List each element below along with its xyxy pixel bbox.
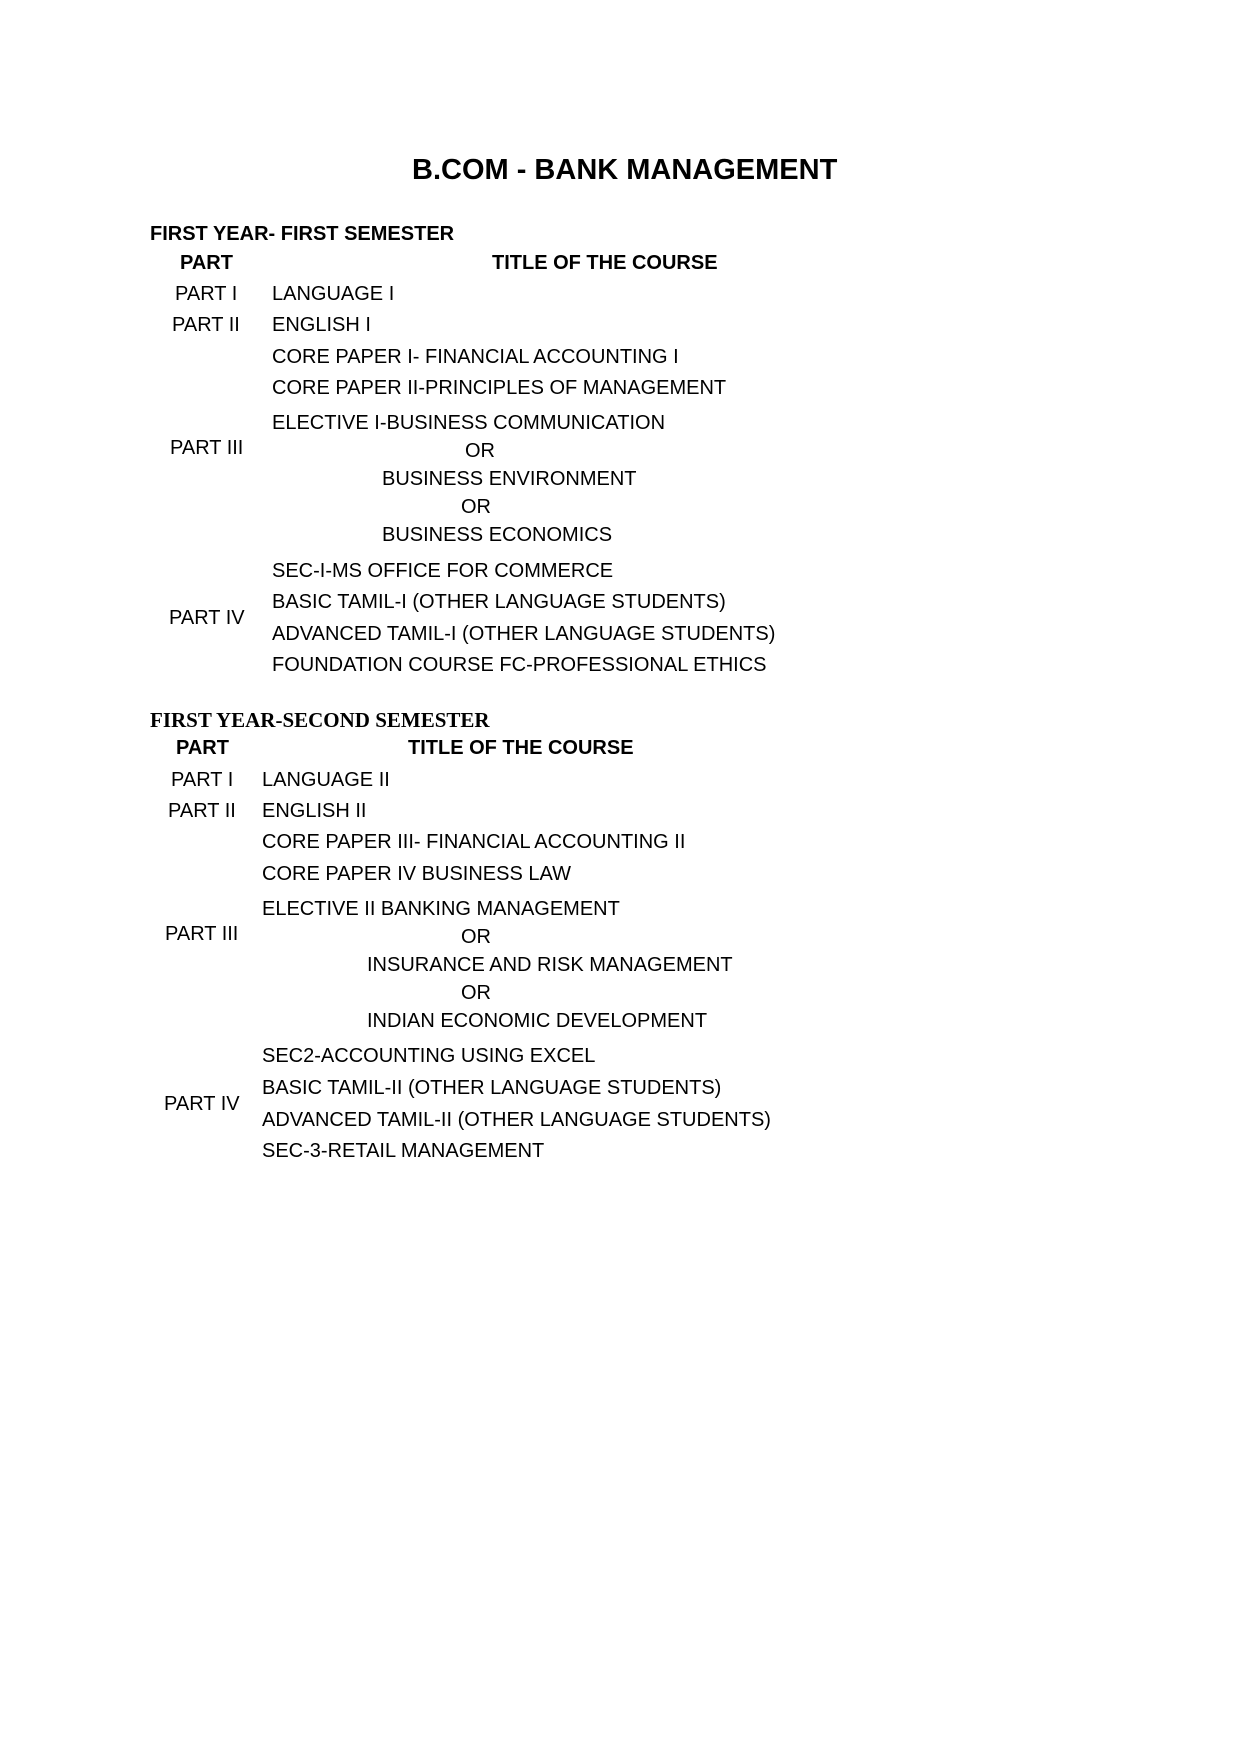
course-title: CORE PAPER IV BUSINESS LAW <box>262 863 571 885</box>
column-header-title: TITLE OF THE COURSE <box>408 737 634 759</box>
part-label: PART III <box>170 437 244 459</box>
course-title: SEC-I-MS OFFICE FOR COMMERCE <box>272 560 614 582</box>
page-title: B.COM - BANK MANAGEMENT <box>412 154 838 186</box>
course-title: ENGLISH II <box>262 800 367 822</box>
part-label: PART II <box>172 314 240 336</box>
or-separator: OR <box>461 982 491 1004</box>
column-header-part: PART <box>176 737 229 759</box>
course-title: CORE PAPER III- FINANCIAL ACCOUNTING II <box>262 831 686 853</box>
course-title: INDIAN ECONOMIC DEVELOPMENT <box>367 1010 708 1032</box>
semester-heading: FIRST YEAR- FIRST SEMESTER <box>150 223 455 245</box>
part-label: PART IV <box>169 607 245 629</box>
course-title: BUSINESS ECONOMICS <box>382 524 613 546</box>
column-header-title: TITLE OF THE COURSE <box>492 252 718 274</box>
course-title: ADVANCED TAMIL-I (OTHER LANGUAGE STUDENTS) <box>272 623 776 645</box>
or-separator: OR <box>461 496 491 518</box>
or-separator: OR <box>465 440 495 462</box>
course-title: FOUNDATION COURSE FC-PROFESSIONAL ETHICS <box>272 654 767 676</box>
course-title: LANGUAGE I <box>272 283 395 305</box>
course-title: CORE PAPER I- FINANCIAL ACCOUNTING I <box>272 346 679 368</box>
part-label: PART II <box>168 800 236 822</box>
column-header-part: PART <box>180 252 233 274</box>
part-label: PART III <box>165 923 239 945</box>
semester-heading: FIRST YEAR-SECOND SEMESTER <box>150 708 490 732</box>
course-title: INSURANCE AND RISK MANAGEMENT <box>367 954 733 976</box>
course-title: SEC-3-RETAIL MANAGEMENT <box>262 1140 545 1162</box>
course-title: ADVANCED TAMIL-II (OTHER LANGUAGE STUDENTS) <box>262 1109 771 1131</box>
course-title: ELECTIVE II BANKING MANAGEMENT <box>262 898 620 920</box>
course-title: BASIC TAMIL-I (OTHER LANGUAGE STUDENTS) <box>272 591 726 613</box>
part-label: PART I <box>175 283 238 305</box>
course-title: SEC2-ACCOUNTING USING EXCEL <box>262 1045 596 1067</box>
part-label: PART I <box>171 769 234 791</box>
course-title: ENGLISH I <box>272 314 371 336</box>
course-title: LANGUAGE II <box>262 769 390 791</box>
course-title: CORE PAPER II-PRINCIPLES OF MANAGEMENT <box>272 377 727 399</box>
part-label: PART IV <box>164 1093 240 1115</box>
course-title: BUSINESS ENVIRONMENT <box>382 468 637 490</box>
course-title: ELECTIVE I-BUSINESS COMMUNICATION <box>272 412 666 434</box>
or-separator: OR <box>461 926 491 948</box>
course-title: BASIC TAMIL-II (OTHER LANGUAGE STUDENTS) <box>262 1077 722 1099</box>
